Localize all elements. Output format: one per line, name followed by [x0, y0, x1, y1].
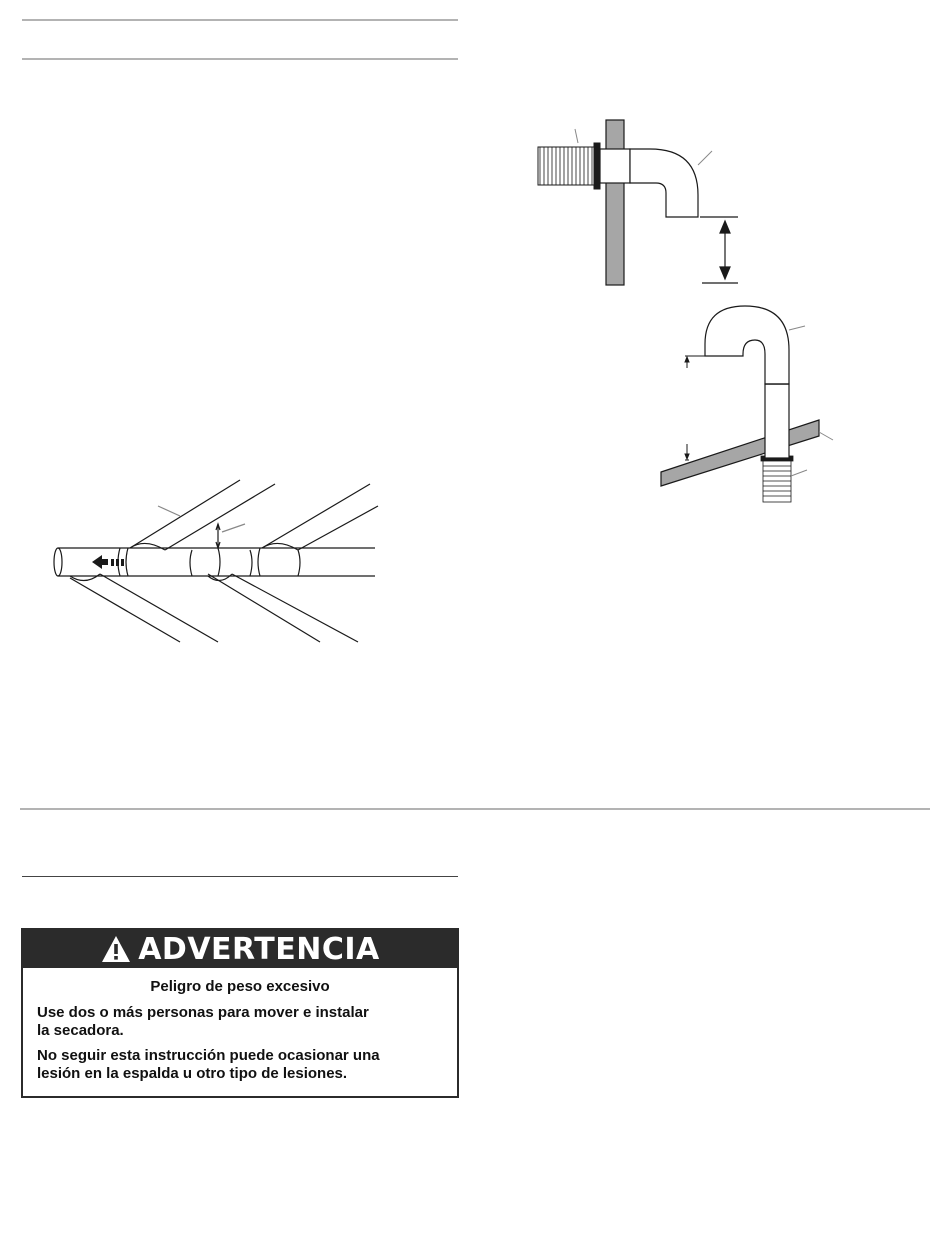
- subsection-rule: [22, 876, 458, 877]
- warning-banner: [23, 930, 457, 968]
- warning-line-2: la secadora.: [37, 1022, 124, 1039]
- wall-vent-elbow-illustration: [520, 115, 760, 295]
- section-rule: [22, 58, 458, 60]
- top-rule: [22, 19, 458, 21]
- page-divider-rule: [20, 808, 930, 810]
- warning-subtitle: Peligro de peso excesivo: [150, 978, 330, 995]
- duct-junction-illustration: [40, 470, 390, 650]
- warning-line-4: lesión en la espalda u otro tipo de lesiones.: [37, 1065, 348, 1082]
- warning-title: ADVERTENCIA: [138, 931, 380, 967]
- warning-line-3: No seguir esta instrucción puede ocasionar una: [37, 1047, 380, 1064]
- warning-body: [23, 968, 457, 1083]
- roof-vent-hood-illustration: [655, 300, 855, 510]
- warning-triangle-icon: [100, 934, 132, 964]
- warning-line-1: Use dos o más personas para mover e instalar: [37, 1004, 369, 1021]
- warning-instruction: [37, 1004, 443, 1040]
- warning-consequence: [37, 1047, 443, 1083]
- warning-box: [21, 928, 459, 1098]
